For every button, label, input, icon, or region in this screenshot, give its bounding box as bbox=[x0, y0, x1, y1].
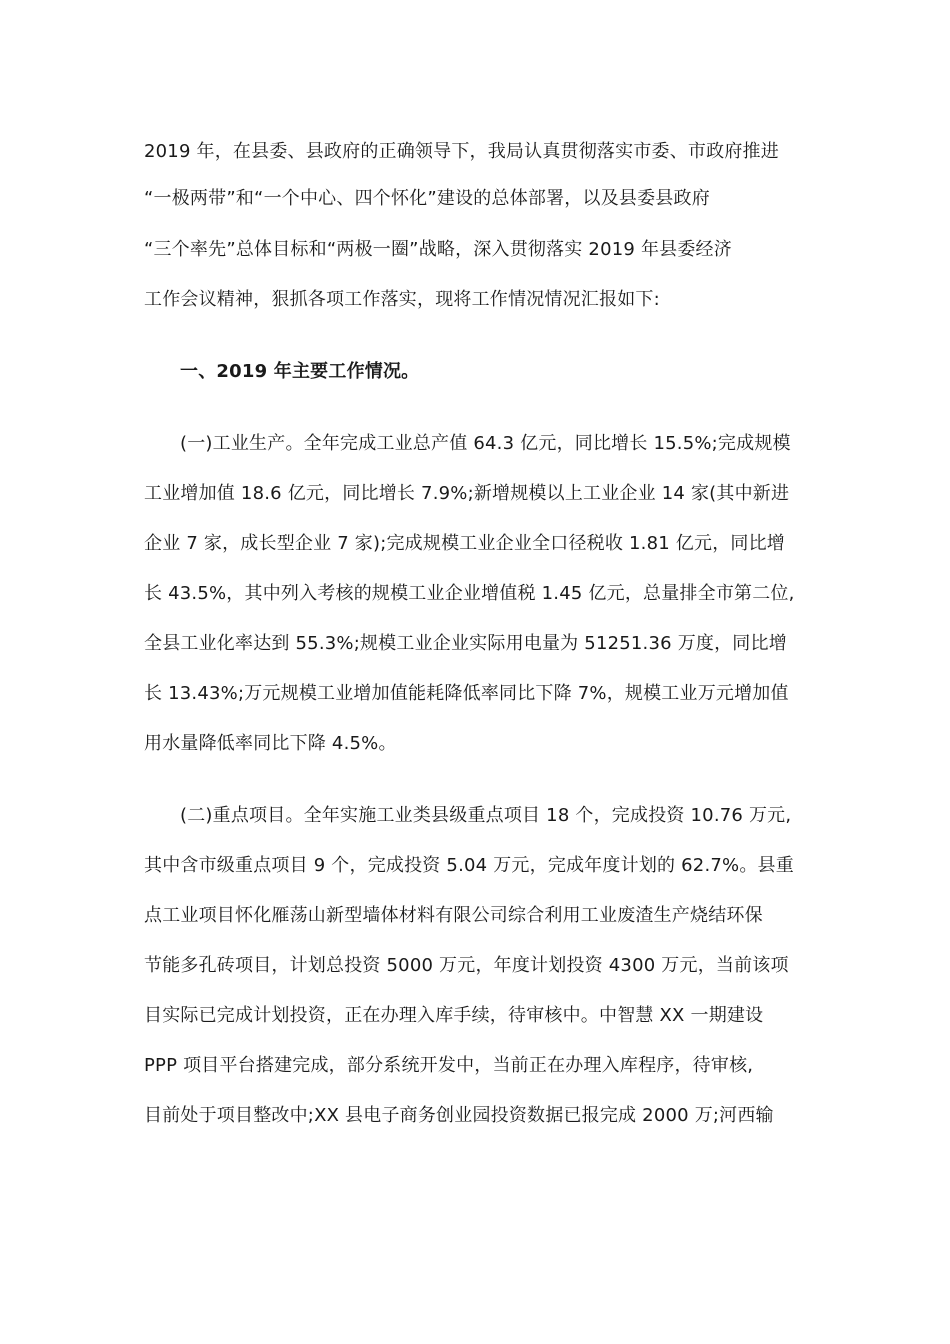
projects-line-2: 其中含市级重点项目 9 个，完成投资 5.04 万元，完成年度计划的 62.7%。县重 bbox=[144, 855, 794, 876]
industry-line-5: 全县工业化率达到 55.3%;规模工业企业实际用电量为 51251.36 万度，同比增 bbox=[144, 633, 787, 654]
industry-line-4: 长 43.5%，其中列入考核的规模工业企业增值税 1.45 亿元，总量排全市第二位, bbox=[144, 583, 795, 604]
projects-line-4: 节能多孔砖项目，计划总投资 5000 万元，年度计划投资 4300 万元，当前该项 bbox=[144, 955, 789, 976]
intro-line-4: 工作会议精神，狠抓各项工作落实，现将工作情况情况汇报如下: bbox=[144, 289, 660, 310]
industry-line-2: 工业增加值 18.6 亿元，同比增长 7.9%;新增规模以上工业企业 14 家(其中新进 bbox=[144, 483, 790, 504]
industry-line-7: 用水量降低率同比下降 4.5%。 bbox=[144, 733, 397, 754]
industry-line-3: 企业 7 家，成长型企业 7 家);完成规模工业企业全口径税收 1.81 亿元，同比增 bbox=[144, 533, 785, 554]
projects-line-7: 目前处于项目整改中;XX 县电子商务创业园投资数据已报完成 2000 万;河西输 bbox=[144, 1105, 774, 1126]
section-heading: 一、2019 年主要工作情况。 bbox=[180, 361, 420, 382]
industry-line-6: 长 13.43%;万元规模工业增加值能耗降低率同比下降 7%，规模工业万元增加值 bbox=[144, 683, 789, 704]
projects-line-1: (二)重点项目。全年实施工业类县级重点项目 18 个，完成投资 10.76 万元, bbox=[180, 805, 792, 826]
projects-line-6: PPP 项目平台搭建完成，部分系统开发中，当前正在办理入库程序，待审核, bbox=[144, 1055, 754, 1076]
intro-line-2: “一极两带”和“一个中心、四个怀化”建设的总体部署，以及县委县政府 bbox=[144, 188, 710, 209]
intro-line-1: 2019 年，在县委、县政府的正确领导下，我局认真贯彻落实市委、市政府推进 bbox=[144, 141, 779, 162]
projects-line-3: 点工业项目怀化雁荡山新型墙体材料有限公司综合利用工业废渣生产烧结环保 bbox=[144, 905, 763, 926]
projects-line-5: 目实际已完成计划投资，正在办理入库手续，待审核中。中智慧 XX 一期建设 bbox=[144, 1005, 764, 1026]
intro-line-3: “三个率先”总体目标和“两极一圈”战略，深入贯彻落实 2019 年县委经济 bbox=[144, 239, 732, 260]
industry-line-1: (一)工业生产。全年完成工业总产值 64.3 亿元，同比增长 15.5%;完成规模 bbox=[180, 433, 791, 454]
